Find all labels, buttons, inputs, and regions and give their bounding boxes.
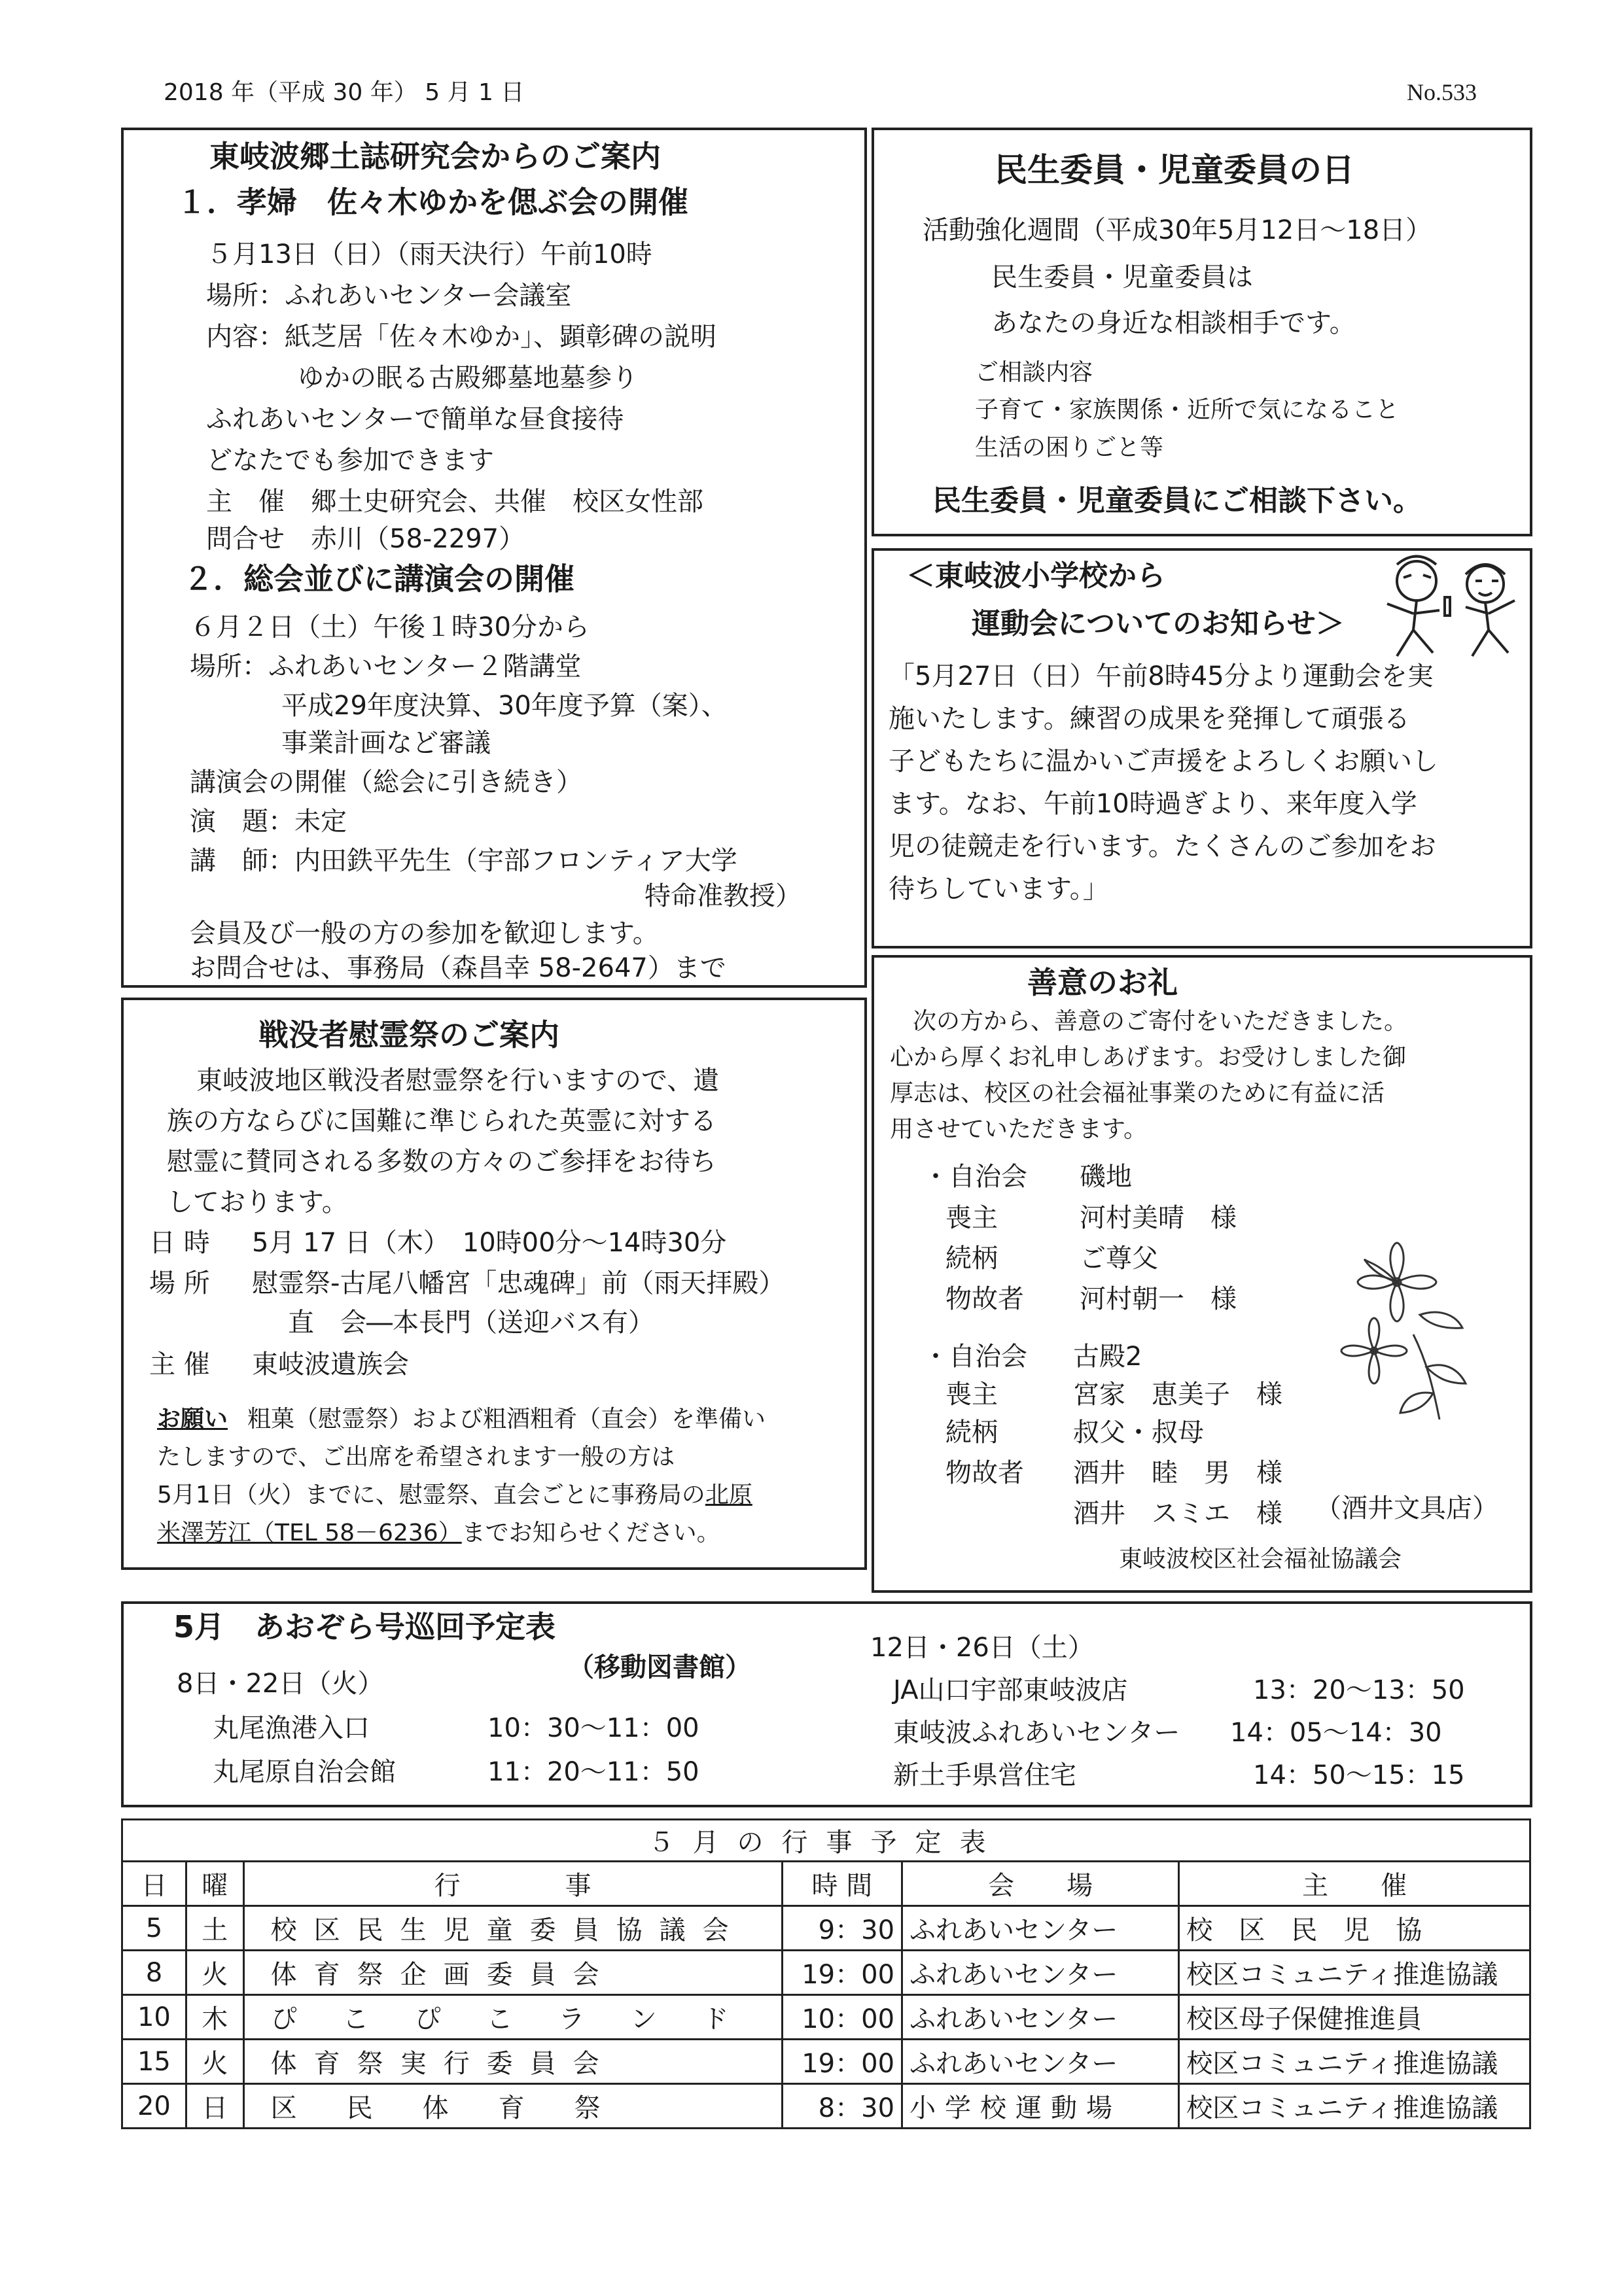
schedule-title: ５月の行事予定表 <box>122 1820 1530 1862</box>
donor1-value: 磯地 <box>1080 1162 1132 1192</box>
kyodo-title: 東岐波郷土誌研究会からのご案内 <box>209 139 661 174</box>
kyodo-s2-line: 会員及び一般の方の参加を歓迎します。 <box>190 918 659 948</box>
school-line: 施いたします。練習の成果を発揮して頑張る <box>889 704 1410 734</box>
zeni-line: 次の方から、善意のご寄付をいただきました。 <box>913 1008 1408 1035</box>
kyodo-s2-line: 特命准教授） <box>644 881 802 911</box>
donor2-shop: （酒井文具店） <box>1315 1493 1498 1523</box>
minsei-line: あなたの身近な相談相手です。 <box>991 308 1356 338</box>
cell-time: 19：00 <box>782 2040 902 2084</box>
donor1-value: 河村美晴 様 <box>1080 1203 1237 1233</box>
cell-venue: ふれあいセンター <box>902 1995 1179 2040</box>
irei-request-line: 粗菓（慰霊祭）および粗酒粗肴（直会）を準備い <box>247 1406 766 1433</box>
zeni-signature: 東岐波校区社会福祉協議会 <box>1119 1546 1402 1573</box>
school-line: ます。なお、午前10時過ぎより、来年度入学 <box>889 789 1417 819</box>
kyodo-s1-line: 内容：紙芝居「佐々木ゆか」、顕彰碑の説明 <box>206 322 716 352</box>
irei-detail-key: 場 所 <box>149 1268 210 1298</box>
donor1-key: 続柄 <box>945 1244 998 1274</box>
kyodo-s1-line: ゆかの眠る古殿郷墓地墓参り <box>298 363 638 393</box>
issue-date: 2018 年（平成 30 年） 5 月 1 日 <box>164 79 525 106</box>
aozora-stop-name: 丸尾漁港入口 <box>213 1713 370 1743</box>
cell-weekday: 火 <box>186 2040 243 2084</box>
cell-time: 9：30 <box>782 1906 902 1951</box>
table-row <box>122 2040 1530 2084</box>
minsei-line: 生活の困りごと等 <box>975 434 1164 461</box>
minsei-line: ご相談内容 <box>975 359 1093 386</box>
cell-day: 8 <box>122 1951 186 1995</box>
donor1-key: 物故者 <box>945 1284 1024 1314</box>
school-title-line2: 運動会についてのお知らせ＞ <box>972 607 1345 640</box>
kyodo-section1-title: １．孝婦 佐々木ゆかを偲ぶ会の開催 <box>177 184 688 220</box>
aozora-right-date: 12日・26日（土） <box>870 1633 1094 1663</box>
irei-request-line: たしますので、ご出席を希望されます一般の方は <box>157 1444 675 1470</box>
donor1-value: 河村朝一 様 <box>1080 1284 1237 1314</box>
irei-title: 戦没者慰霊祭のご案内 <box>258 1017 559 1052</box>
cell-host: 校区コミュニティ推進協議 <box>1179 2040 1530 2084</box>
donor2-key: 物故者 <box>945 1458 1024 1488</box>
header-event: 行 事 <box>243 1862 782 1906</box>
donor1-key: ・自治会 <box>923 1162 1027 1192</box>
table-row <box>122 1995 1530 2040</box>
aozora-stop-time: 14：50～15：15 <box>1253 1760 1465 1790</box>
irei-detail-key: 日 時 <box>149 1228 210 1258</box>
zeni-line: 用させていただきます。 <box>890 1116 1148 1143</box>
cell-time: 10：00 <box>782 1995 902 2040</box>
donor1-key: 喪主 <box>945 1203 998 1233</box>
irei-request-label <box>157 1405 228 1433</box>
kyodo-s1-line: ふれあいセンターで簡単な昼食接待 <box>206 404 624 434</box>
header-weekday: 曜 <box>186 1862 243 1906</box>
cell-time: 8：30 <box>782 2084 902 2129</box>
donor2-key: ・自治会 <box>923 1342 1027 1372</box>
aozora-stop-name: 新土手県営住宅 <box>893 1760 1076 1790</box>
header-day: 日 <box>122 1862 186 1906</box>
cell-venue: 小学校運動場 <box>902 2084 1179 2129</box>
aozora-stop-time: 14：05～14：30 <box>1230 1718 1442 1748</box>
cell-host: 校区母子保健推進員 <box>1179 1995 1530 2040</box>
cell-weekday: 木 <box>186 1995 243 2040</box>
cell-event: 区 民 体 育 祭 <box>243 2084 782 2129</box>
minsei-line: 子育て・家族関係・近所で気になること <box>975 396 1400 423</box>
table-row <box>122 2084 1530 2129</box>
irei-request-text: 5月1日（火）までに、慰霊祭、直会ごとに事務局の <box>157 1482 705 1508</box>
irei-request-line <box>157 1519 720 1547</box>
table-row <box>122 1906 1530 1951</box>
donor2-key: 続柄 <box>945 1418 998 1448</box>
school-line: 「5月27日（日）午前8時45分より運動会を実 <box>889 661 1434 691</box>
donor2-value: 叔父・叔母 <box>1073 1418 1204 1448</box>
running-children-illustration <box>1368 548 1531 666</box>
flower-illustration <box>1335 1236 1479 1426</box>
school-line: 児の徒競走を行います。たくさんのご参加をお <box>889 831 1436 861</box>
cell-event: 体育祭実行委員会 <box>243 2040 782 2084</box>
cell-event: 校区民生児童委員協議会 <box>243 1906 782 1951</box>
donor1-value: ご尊父 <box>1080 1244 1158 1274</box>
irei-detail-value: 5月 17 日（木） 10時00分～14時30分 <box>252 1228 727 1258</box>
kyodo-section2-title: ２．総会並びに講演会の開催 <box>183 561 574 597</box>
irei-detail-value: 東岐波遺族会 <box>252 1349 409 1380</box>
minsei-line: 活動強化週間（平成30年5月12日～18日） <box>923 215 1432 245</box>
cell-host: 校区コミュニティ推進協議 <box>1179 1951 1530 1995</box>
zeni-line: 厚志は、校区の社会福祉事業のために有益に活 <box>890 1080 1385 1107</box>
cell-day: 10 <box>122 1995 186 2040</box>
aozora-left-date: 8日・22日（火） <box>177 1669 384 1699</box>
minsei-line: 民生委員・児童委員は <box>991 262 1253 292</box>
aozora-stop-name: 丸尾原自治会館 <box>213 1757 396 1787</box>
kyodo-s1-line: 問合せ 赤川（58-2297） <box>206 524 525 554</box>
irei-detail-value: 慰霊祭-古尾八幡宮「忠魂碑」前（雨天拝殿） <box>252 1268 785 1298</box>
cell-venue: ふれあいセンター <box>902 2040 1179 2084</box>
irei-contact-name: 北原 <box>705 1482 752 1508</box>
cell-weekday: 日 <box>186 2084 243 2129</box>
irei-line: しております。 <box>167 1187 348 1217</box>
irei-line: 慰霊に賛同される多数の方々のご参拝をお待ち <box>167 1147 716 1177</box>
donor2-value: 酒井 スミエ 様 <box>1073 1499 1282 1529</box>
kyodo-s2-line: 事業計画など審議 <box>281 728 491 758</box>
aozora-stop-time: 10：30～11：00 <box>487 1713 699 1743</box>
minsei-closing: 民生委員・児童委員にご相談下さい。 <box>932 484 1422 517</box>
kyodo-s2-line: ６月２日（土）午後１時30分から <box>190 612 590 642</box>
cell-time: 19：00 <box>782 1951 902 1995</box>
schedule-header-row <box>122 1862 1530 1906</box>
cell-day: 5 <box>122 1906 186 1951</box>
kyodo-s2-line: 講 師：内田鉄平先生（宇部フロンティア大学 <box>190 846 737 876</box>
cell-host: 校 区 民 児 協 <box>1179 1906 1530 1951</box>
aozora-title: 5月 あおぞら号巡回予定表 <box>173 1609 556 1644</box>
school-title-line1: ＜東岐波小学校から <box>906 559 1165 593</box>
header-time: 時 間 <box>782 1862 902 1906</box>
kyodo-s2-line: 平成29年度決算、30年度予算（案）、 <box>281 691 728 721</box>
zeni-line: 心から厚くお礼申しあげます。お受けしました御 <box>890 1044 1407 1071</box>
cell-venue: ふれあいセンター <box>902 1906 1179 1951</box>
irei-line: 族の方ならびに国難に準じられた英霊に対する <box>167 1106 716 1136</box>
aozora-stop-time: 13：20～13：50 <box>1253 1675 1465 1705</box>
donor2-key: 喪主 <box>945 1380 998 1410</box>
aozora-stop-name: 東岐波ふれあいセンター <box>893 1718 1180 1748</box>
aozora-stop-time: 11：20～11：50 <box>487 1757 699 1787</box>
kyodo-s1-line: どなたでも参加できます <box>206 445 494 476</box>
kyodo-s2-line: 講演会の開催（総会に引き続き） <box>190 767 582 797</box>
irei-detail-value: 直 会―本長門（送迎バス有） <box>288 1308 654 1338</box>
irei-line: 東岐波地区戦没者慰霊祭を行いますので、遺 <box>196 1066 720 1096</box>
kyodo-s2-line: お問合せは、事務局（森昌幸 58-2647）まで <box>190 953 726 983</box>
monthly-schedule-table <box>121 1818 1531 2129</box>
cell-venue: ふれあいセンター <box>902 1951 1179 1995</box>
kyodo-s1-line: 場所：ふれあいセンター会議室 <box>206 281 572 311</box>
school-line: 待ちしています。」 <box>889 874 1109 904</box>
aozora-stop-name: JA山口宇部東岐波店 <box>893 1675 1128 1705</box>
header-venue: 会 場 <box>902 1862 1179 1906</box>
donor2-value: 酒井 睦 男 様 <box>1073 1458 1282 1488</box>
issue-number: No.533 <box>1407 79 1477 105</box>
header-host: 主 催 <box>1179 1862 1530 1906</box>
cell-day: 20 <box>122 2084 186 2129</box>
donor2-value: 宮家 恵美子 様 <box>1073 1380 1282 1410</box>
cell-host: 校区コミュニティ推進協議 <box>1179 2084 1530 2129</box>
minsei-title: 民生委員・児童委員の日 <box>995 151 1354 189</box>
irei-request-line <box>157 1481 752 1509</box>
cell-event: ぴこぴこランド <box>243 1995 782 2040</box>
irei-detail-key: 主 催 <box>149 1349 210 1380</box>
irei-contact-tel: 米澤芳江（TEL 58－6236） <box>157 1520 462 1546</box>
cell-event: 体育祭企画委員会 <box>243 1951 782 1995</box>
irei-request-text: までお知らせください。 <box>461 1520 720 1546</box>
cell-day: 15 <box>122 2040 186 2084</box>
cell-weekday: 火 <box>186 1951 243 1995</box>
school-line: 子どもたちに温かいご声援をよろしくお願いし <box>889 746 1438 776</box>
kyodo-s1-line: ５月13日（日）（雨天決行）午前10時 <box>206 239 652 270</box>
table-row <box>122 1951 1530 1995</box>
kyodo-s2-line: 演 題：未定 <box>190 807 347 837</box>
kyodo-s2-line: 場所：ふれあいセンター２階講堂 <box>190 652 582 682</box>
donor2-value: 古殿2 <box>1073 1342 1142 1372</box>
aozora-subtitle: （移動図書館） <box>568 1652 751 1682</box>
zeni-title: 善意のお礼 <box>1027 965 1178 1000</box>
cell-weekday: 土 <box>186 1906 243 1951</box>
kyodo-s1-line: 主 催 郷土史研究会、共催 校区女性部 <box>206 487 703 517</box>
irei-request-label-text: お願い <box>157 1406 228 1433</box>
